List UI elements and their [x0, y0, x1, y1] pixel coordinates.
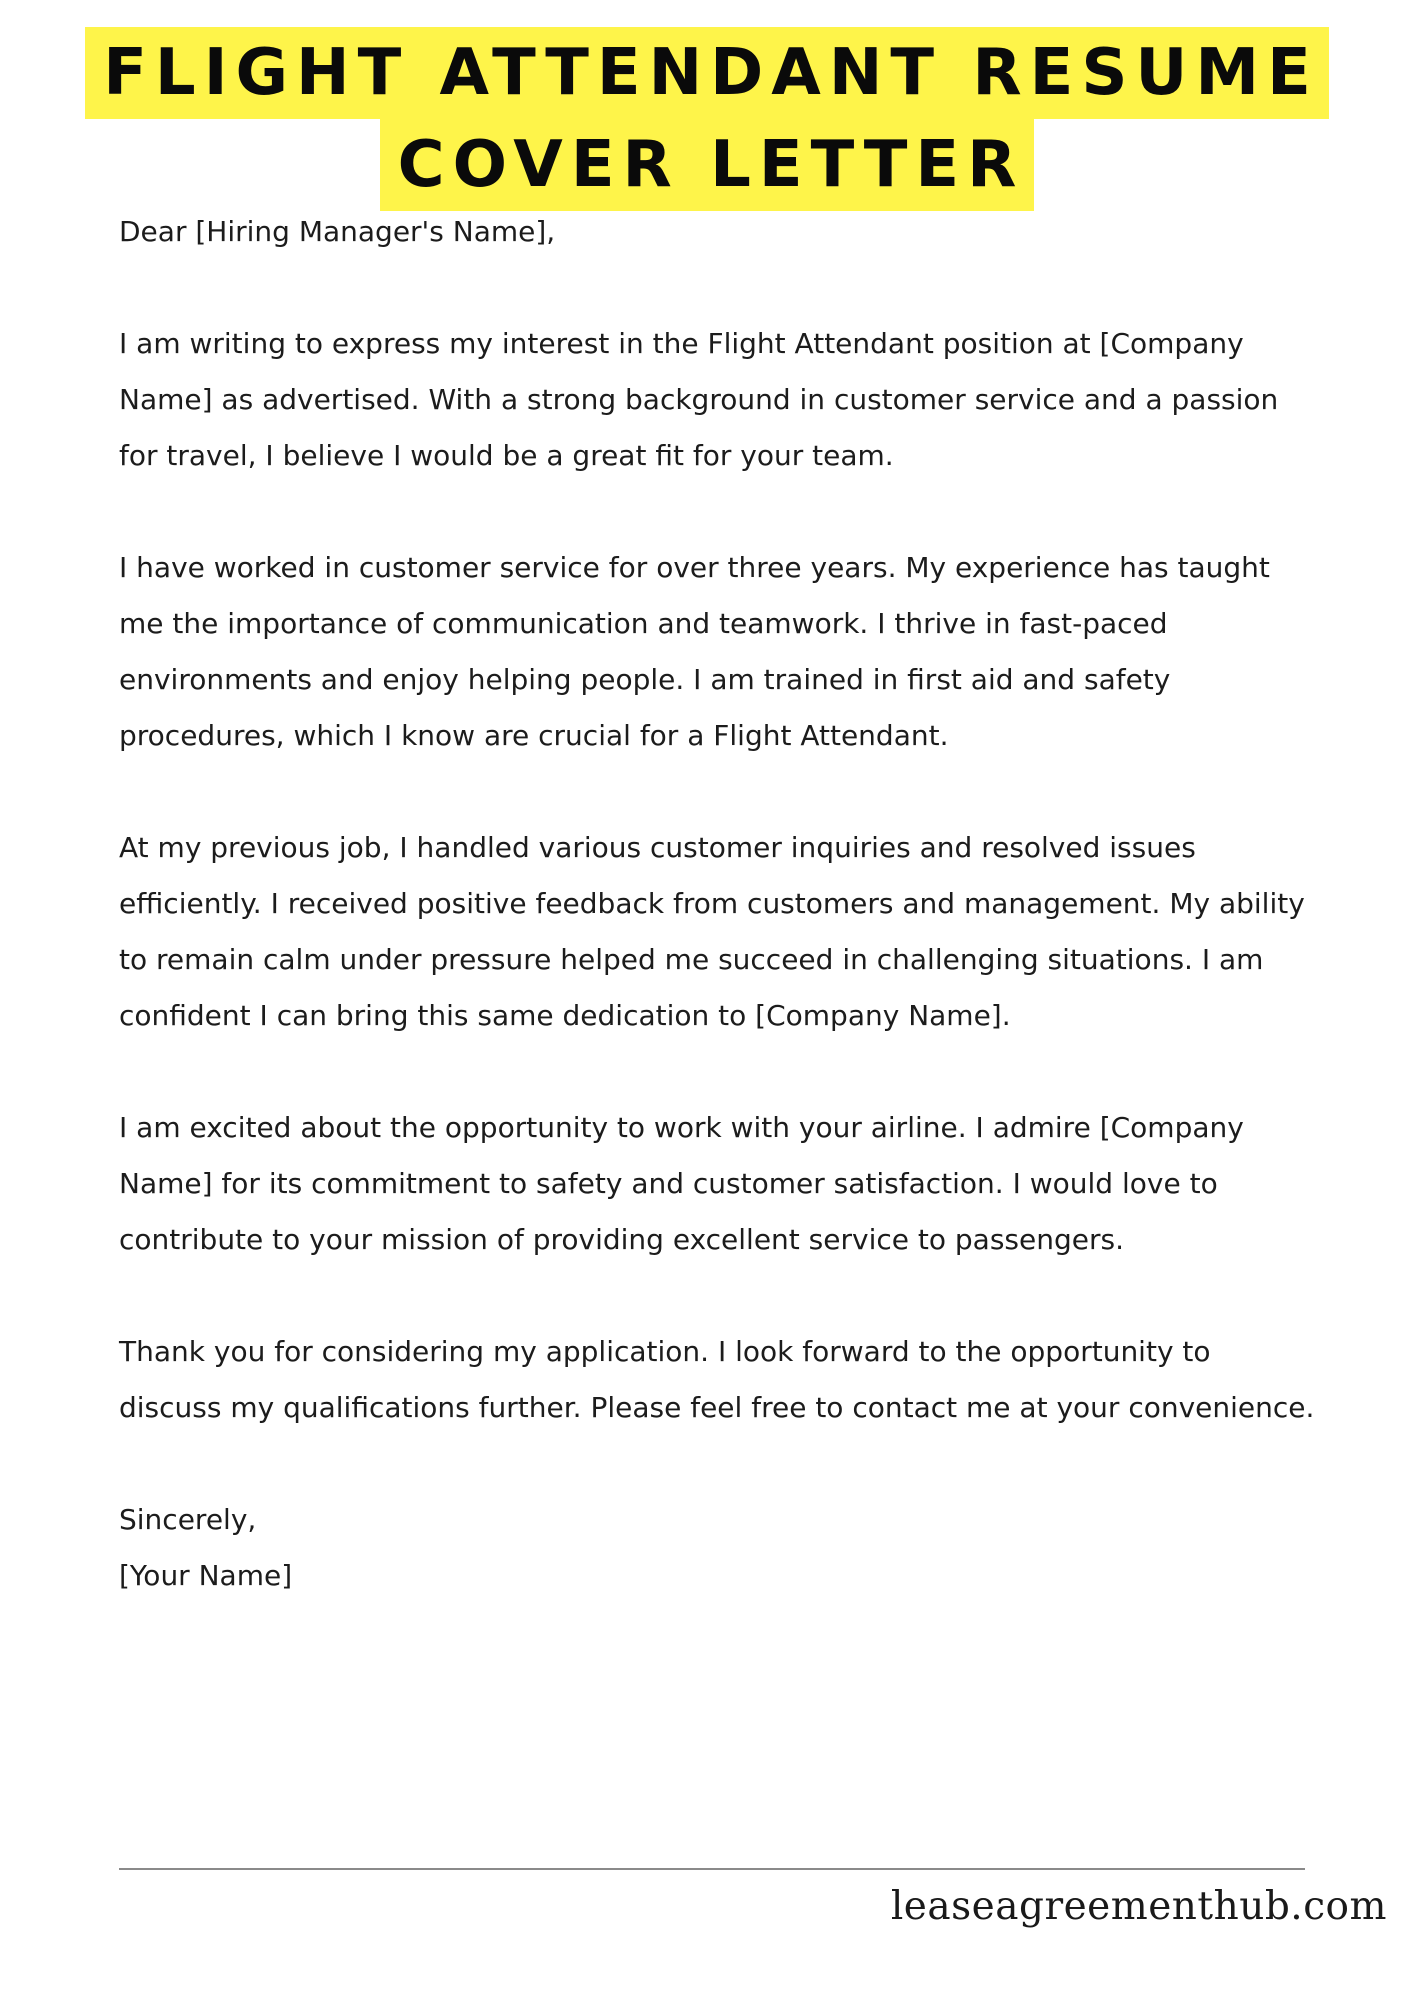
- footer-divider: [119, 1868, 1305, 1870]
- title-line-1: FLIGHT ATTENDANT RESUME: [85, 27, 1329, 119]
- salutation: Dear [Hiring Manager's Name],: [119, 215, 556, 248]
- footer-brand: leaseagreementhub.com: [890, 1884, 1387, 1929]
- paragraph-motivation: I am excited about the opportunity to work with your airline. I admire [Company Name] for its commitment to safety and customer satisfaction. I would love to contribute to your mission of providing excellent service to passengers.: [119, 1111, 1244, 1256]
- paragraph-previous-job: At my previous job, I handled various customer inquiries and resolved issues efficiently. I received positive feedback from customers and management. My ability to remain calm under pressure helped me succeed in challenging situations. I am confident I can bring this same dedication to [Company Name].: [119, 831, 1305, 1032]
- paragraph-thanks: Thank you for considering my application. I look forward to the opportunity to discuss my qualifications further. Please feel free to contact me at your convenience.: [119, 1335, 1315, 1424]
- title-line-2: COVER LETTER: [380, 119, 1035, 211]
- letter-body: [119, 204, 1319, 1604]
- paragraph-experience: I have worked in customer service for over three years. My experience has taught me the importance of communication and teamwork. I thrive in fast-paced environments and enjoy helping people. I am trained in first aid and safety procedures, which I know are crucial for a Flight Attendant.: [119, 551, 1270, 752]
- paragraph-intro: I am writing to express my interest in the Flight Attendant position at [Company Name] as advertised. With a strong background in customer service and a passion for travel, I believe I would be a great fit for your team.: [119, 327, 1279, 472]
- page-title: [0, 27, 1414, 211]
- signature: [Your Name]: [119, 1559, 293, 1592]
- closing: Sincerely,: [119, 1503, 257, 1536]
